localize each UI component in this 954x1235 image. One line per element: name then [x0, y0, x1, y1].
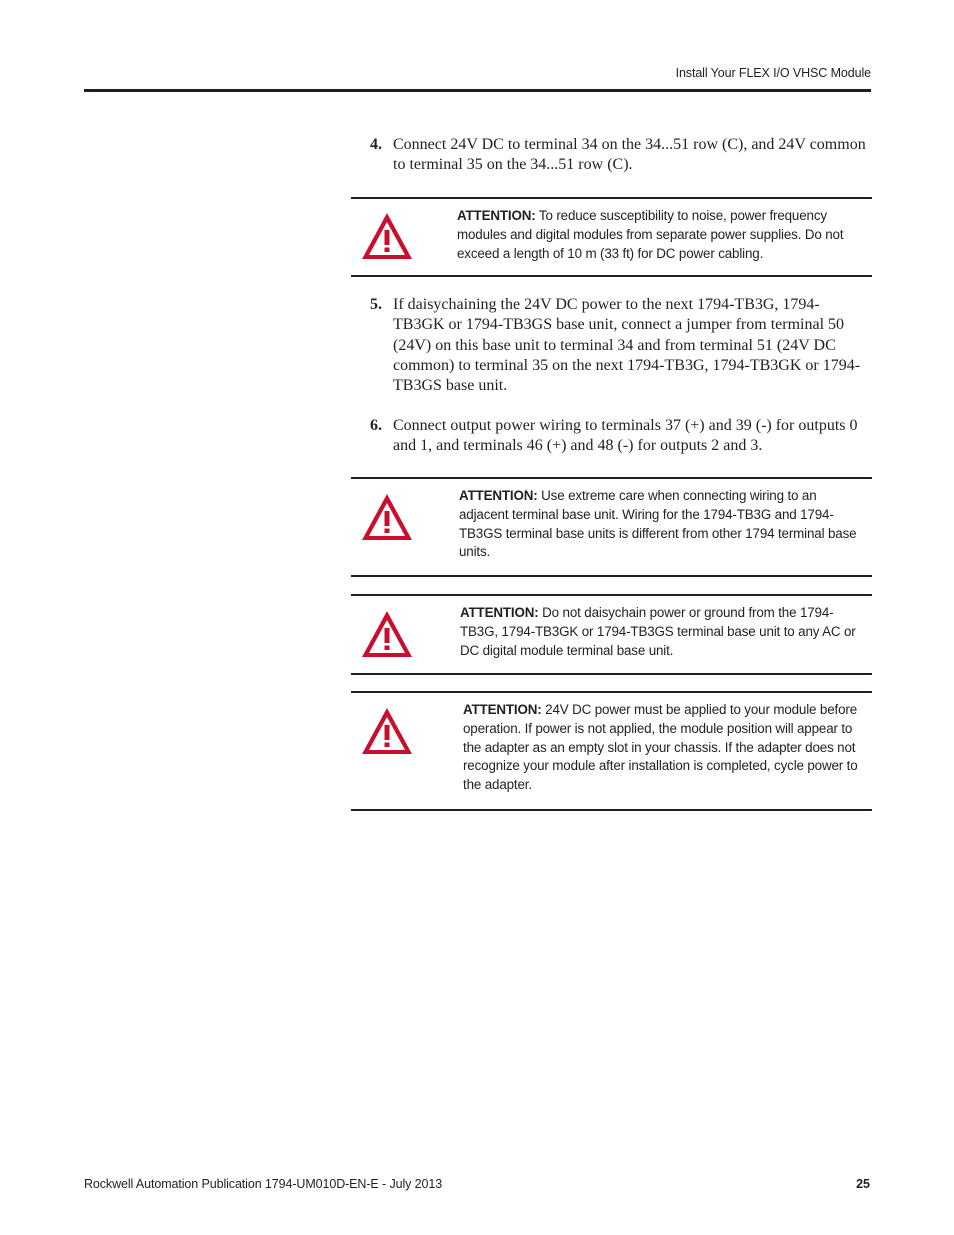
- step-text: If daisychaining the 24V DC power to the next 1794-TB3G, 1794-TB3GK or 1794-TB3GS base unit, connect a jumper from terminal 50 (24V) on this base unit to terminal 34 and from terminal 51 (24V DC common) to terminal 35 on the next 1794-TB3G, 1794-TB3GK or 1794-TB3GS base unit.: [393, 296, 861, 395]
- attention-message: 24V DC power must be applied to your module before operation. If power is not applied, the module position will appear to the adapter as an empty slot in your chassis. If the adapter does not recognize your module after installation is completed, cycle power to the adapter.: [463, 702, 858, 793]
- step-number: 5.: [370, 296, 382, 313]
- step-4: [370, 135, 870, 176]
- step-6: [370, 416, 870, 457]
- attention-text: [460, 604, 860, 660]
- attention-label: ATTENTION:: [459, 488, 538, 503]
- warning-triangle-icon: [360, 211, 414, 261]
- attention-box-adjacent-wiring: [351, 477, 872, 577]
- step-number: 4.: [370, 136, 382, 153]
- warning-triangle-icon: [360, 609, 414, 659]
- warning-triangle-icon: [360, 706, 414, 756]
- step-text: Connect 24V DC to terminal 34 on the 34...51 row (C), and 24V common to terminal 35 on the 34...51 row (C).: [393, 136, 866, 174]
- attention-text: [463, 701, 859, 795]
- attention-label: ATTENTION:: [463, 702, 542, 717]
- attention-message: Use extreme care when connecting wiring to an adjacent terminal base unit. Wiring for the 1794-TB3G and 1794-TB3GS terminal base units is different from other 1794 terminal base units.: [459, 488, 857, 560]
- step-text: Connect output power wiring to terminals 37 (+) and 39 (-) for outputs 0 and 1, and terminals 46 (+) and 48 (-) for outputs 2 and 3.: [393, 417, 858, 455]
- attention-text: [457, 207, 857, 263]
- warning-triangle-icon: [360, 492, 414, 542]
- attention-box-daisychain: [351, 594, 872, 675]
- step-5: [370, 295, 870, 396]
- running-header: Install Your FLEX I/O VHSC Module: [675, 66, 871, 80]
- attention-text: [459, 487, 859, 562]
- attention-message: To reduce susceptibility to noise, power frequency modules and digital modules from separate power supplies. Do not exceed a length of 10 m (33 ft) for DC power cabling.: [457, 208, 844, 261]
- attention-box-noise: [351, 197, 872, 277]
- attention-message: Do not daisychain power or ground from the 1794-TB3G, 1794-TB3GK or 1794-TB3GS terminal base unit to any AC or DC digital module terminal base unit.: [460, 605, 856, 658]
- page-number: 25: [856, 1177, 870, 1191]
- step-number: 6.: [370, 417, 382, 434]
- header-rule: [84, 89, 871, 92]
- footer-publication: Rockwell Automation Publication 1794-UM010D-EN-E - July 2013: [84, 1177, 443, 1191]
- attention-label: ATTENTION:: [457, 208, 536, 223]
- attention-label: ATTENTION:: [460, 605, 539, 620]
- attention-box-24v-power: [351, 691, 872, 811]
